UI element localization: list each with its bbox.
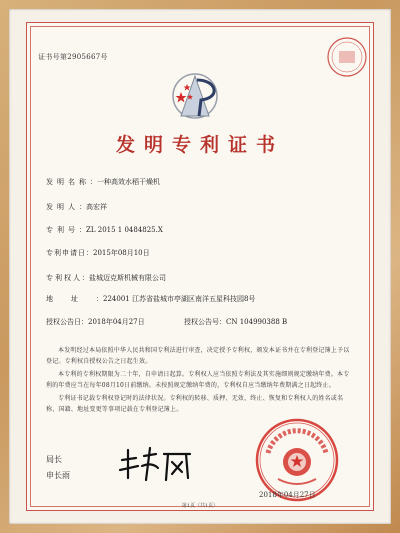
barcode-seal-icon bbox=[326, 36, 368, 78]
director-name: 申长雨 bbox=[46, 471, 70, 480]
certificate-title: 发明专利证书 bbox=[115, 134, 284, 156]
patent-number-label: 专利号 bbox=[46, 226, 79, 234]
grant-date-value: 2018年04月27日 bbox=[88, 318, 145, 326]
filing-date-value: 2015年08月10日 bbox=[93, 249, 150, 257]
filing-date-row: 专利申请日：2015年08月10日 bbox=[46, 249, 150, 257]
director-signature bbox=[116, 444, 196, 486]
director-title: 局长 bbox=[46, 455, 62, 464]
body-paragraph: 本发明经过本局依照中华人民共和国专利法进行审查，决定授予专利权，颁发本证书并在专利登记簿上予以登记。专利权自授权公告之日起生效。 bbox=[46, 347, 350, 365]
seal-date: 2018年04月27日 bbox=[259, 491, 316, 499]
grant-pub-no-row: 授权公告号：CN 104990388 B bbox=[184, 318, 288, 326]
invention-name-value: 一种高效水稻干燥机 bbox=[97, 178, 160, 186]
page-number: 第1页（共1页） bbox=[181, 503, 219, 509]
patent-office-logo-icon bbox=[171, 70, 231, 122]
inventor-label: 发明人 bbox=[46, 203, 79, 211]
grant-pub-no-value: CN 104990388 B bbox=[226, 318, 288, 326]
certificate-body bbox=[46, 345, 351, 417]
certificate-paper bbox=[26, 22, 374, 511]
patent-number-row: 专利号：ZL 2015 1 0484825.X bbox=[46, 226, 163, 234]
inventor-row: 发明人：高宏祥 bbox=[46, 203, 107, 211]
inventor-value: 高宏祥 bbox=[86, 203, 107, 211]
patent-number-value: ZL 2015 1 0484825.X bbox=[86, 226, 163, 234]
filing-date-label: 专利申请日 bbox=[46, 249, 86, 257]
grant-date-row: 授权公告日：2018年04月27日 bbox=[46, 318, 145, 326]
address-label: 地址 bbox=[46, 295, 96, 303]
body-paragraph: 专利证书记载专利权登记时的法律状况。专利权的转移、质押、无效、终止、恢复和专利权人的姓名或名称、国籍、地址变更等事项记载在专利登记簿上。 bbox=[46, 395, 344, 413]
grant-date-label: 授权公告日 bbox=[46, 318, 81, 326]
patentee-label: 专利权人 bbox=[46, 274, 82, 282]
body-paragraph: 本专利的专利权期限为二十年，自申请日起算。专利权人应当依照专利法及其实施细则规定缴纳年费。本专利的年费应当在每年08月10日前缴纳。未按照规定缴纳年费的，专利权自应当缴纳年费期满之日起终止。 bbox=[46, 371, 350, 389]
invention-name-label: 发明名称 bbox=[46, 178, 90, 186]
certificate-number: 证书号第2905667号 bbox=[38, 53, 108, 61]
address-row: 地址：224001 江苏省盐城市亭湖区南洋五星科技园8号 bbox=[46, 295, 256, 303]
patentee-value: 盐城迈克斯机械有限公司 bbox=[89, 274, 166, 282]
address-value: 224001 江苏省盐城市亭湖区南洋五星科技园8号 bbox=[103, 295, 256, 303]
grant-pub-no-label: 授权公告号 bbox=[184, 318, 219, 326]
invention-name-row: 发明名称：一种高效水稻干燥机 bbox=[46, 178, 160, 186]
patentee-row: 专利权人：盐城迈克斯机械有限公司 bbox=[46, 274, 166, 282]
